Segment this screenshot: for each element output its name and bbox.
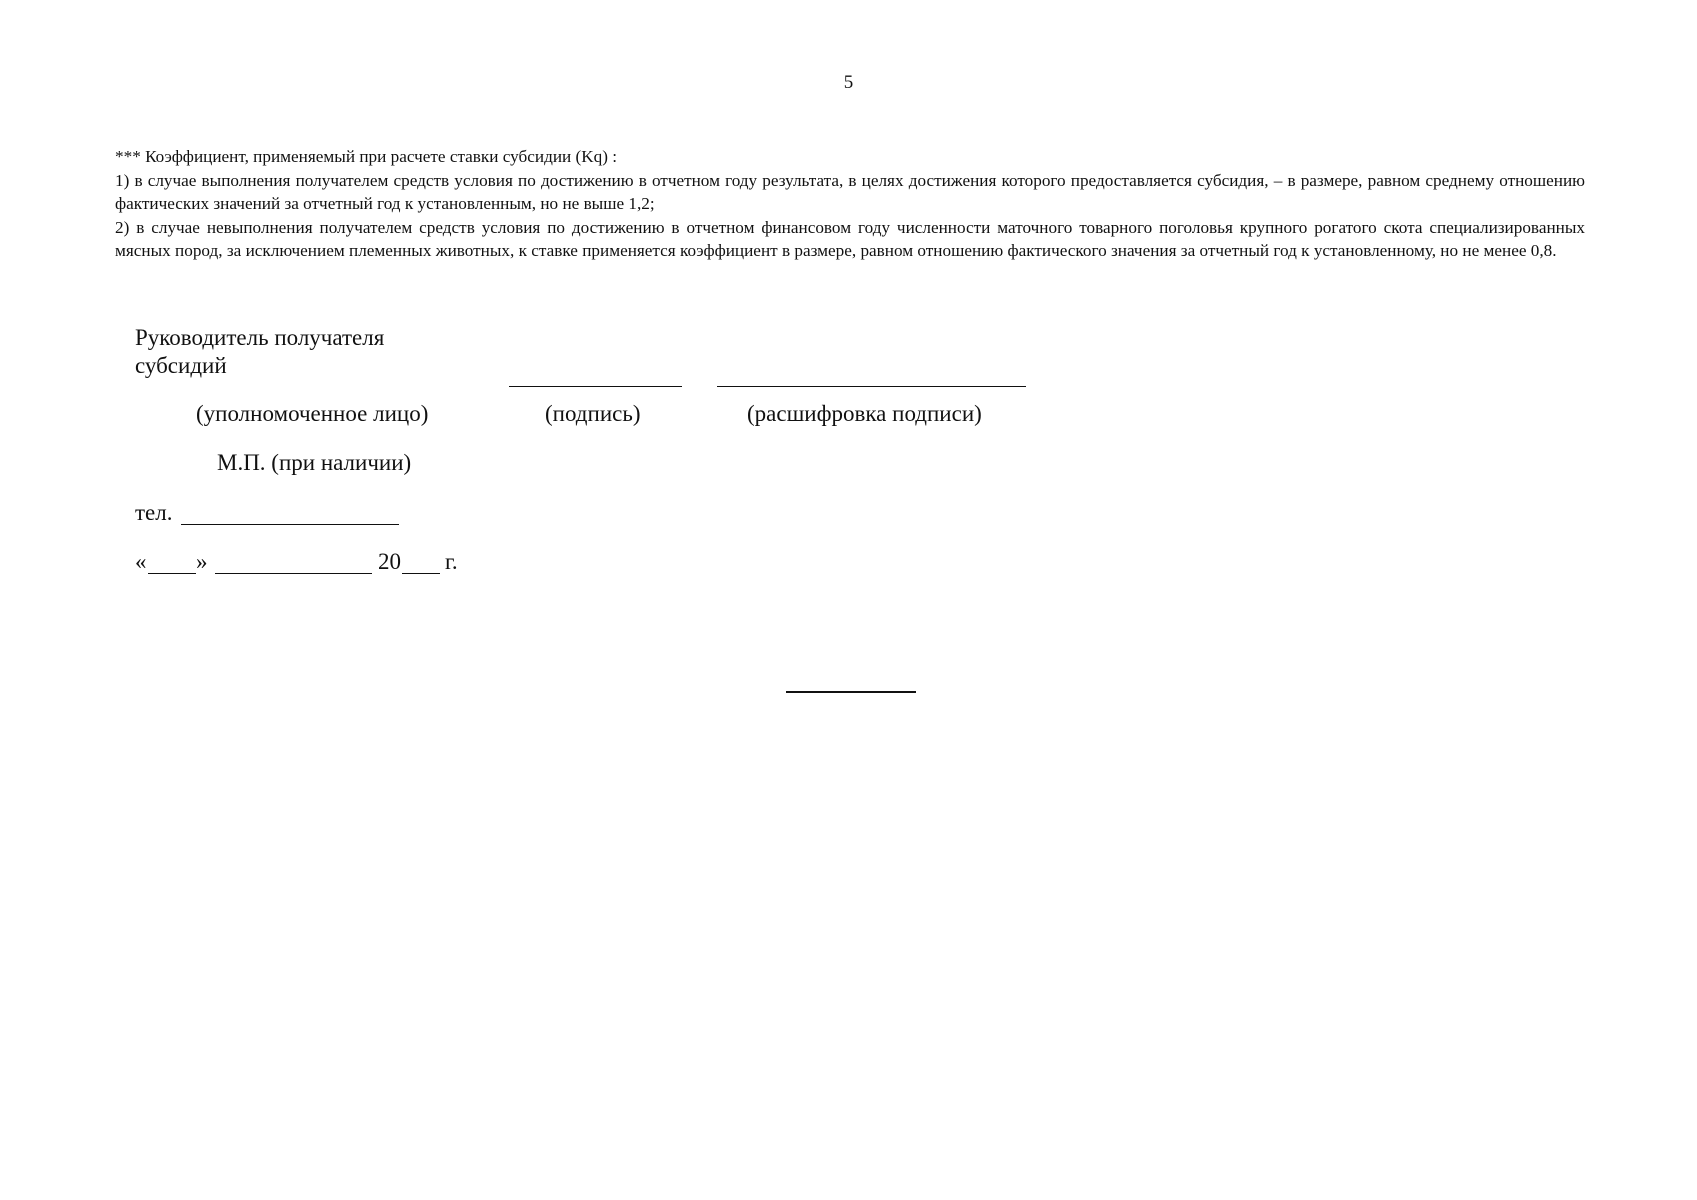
footnote-item-2: 2) в случае невыполнения получателем средств условия по достижению в отчетном финансовом году численности маточного товарного поголовья крупного рогатого скота специализированных мясных пород, за исключением племенных животных, к ставке применяется коэффициент в размере, равном отношению фактического значения за отчетный год к установленному, но не менее 0,8.: [115, 217, 1585, 260]
signature-decode-label: (расшифровка подписи): [747, 401, 982, 426]
decode-line: [717, 386, 1026, 387]
signature-line: [509, 386, 682, 387]
closing-line: [786, 691, 916, 693]
footnote-item-1: 1) в случае выполнения получателем средств условия по достижению в отчетном году результата, в целях достижения которого предоставляется субсидия, – в размере, равном среднему отношению фактических значений за отчетный год к установленным, но не выше 1,2;: [115, 170, 1585, 213]
date-open-quote: «: [135, 549, 147, 574]
signature-label: (подпись): [545, 401, 641, 426]
stamp-label: М.П. (при наличии): [217, 450, 412, 475]
date-day-line: [148, 573, 196, 574]
date-year-line: [402, 573, 440, 574]
footnotes: [115, 145, 1585, 263]
phone-line: [181, 524, 399, 525]
footnote-heading: *** Коэффициент, применяемый при расчете ставки субсидии (Kq) :: [115, 147, 618, 166]
authorized-person-label: (уполномоченное лицо): [196, 401, 429, 426]
date-close-quote: »: [196, 549, 208, 574]
head-title: Руководитель получателя субсидий: [135, 325, 385, 378]
phone-label: тел.: [135, 500, 173, 525]
date-year-prefix: 20: [378, 549, 401, 574]
date-month-line: [215, 573, 372, 574]
date-year-suffix: г.: [445, 549, 458, 574]
page-number: 5: [843, 72, 854, 93]
